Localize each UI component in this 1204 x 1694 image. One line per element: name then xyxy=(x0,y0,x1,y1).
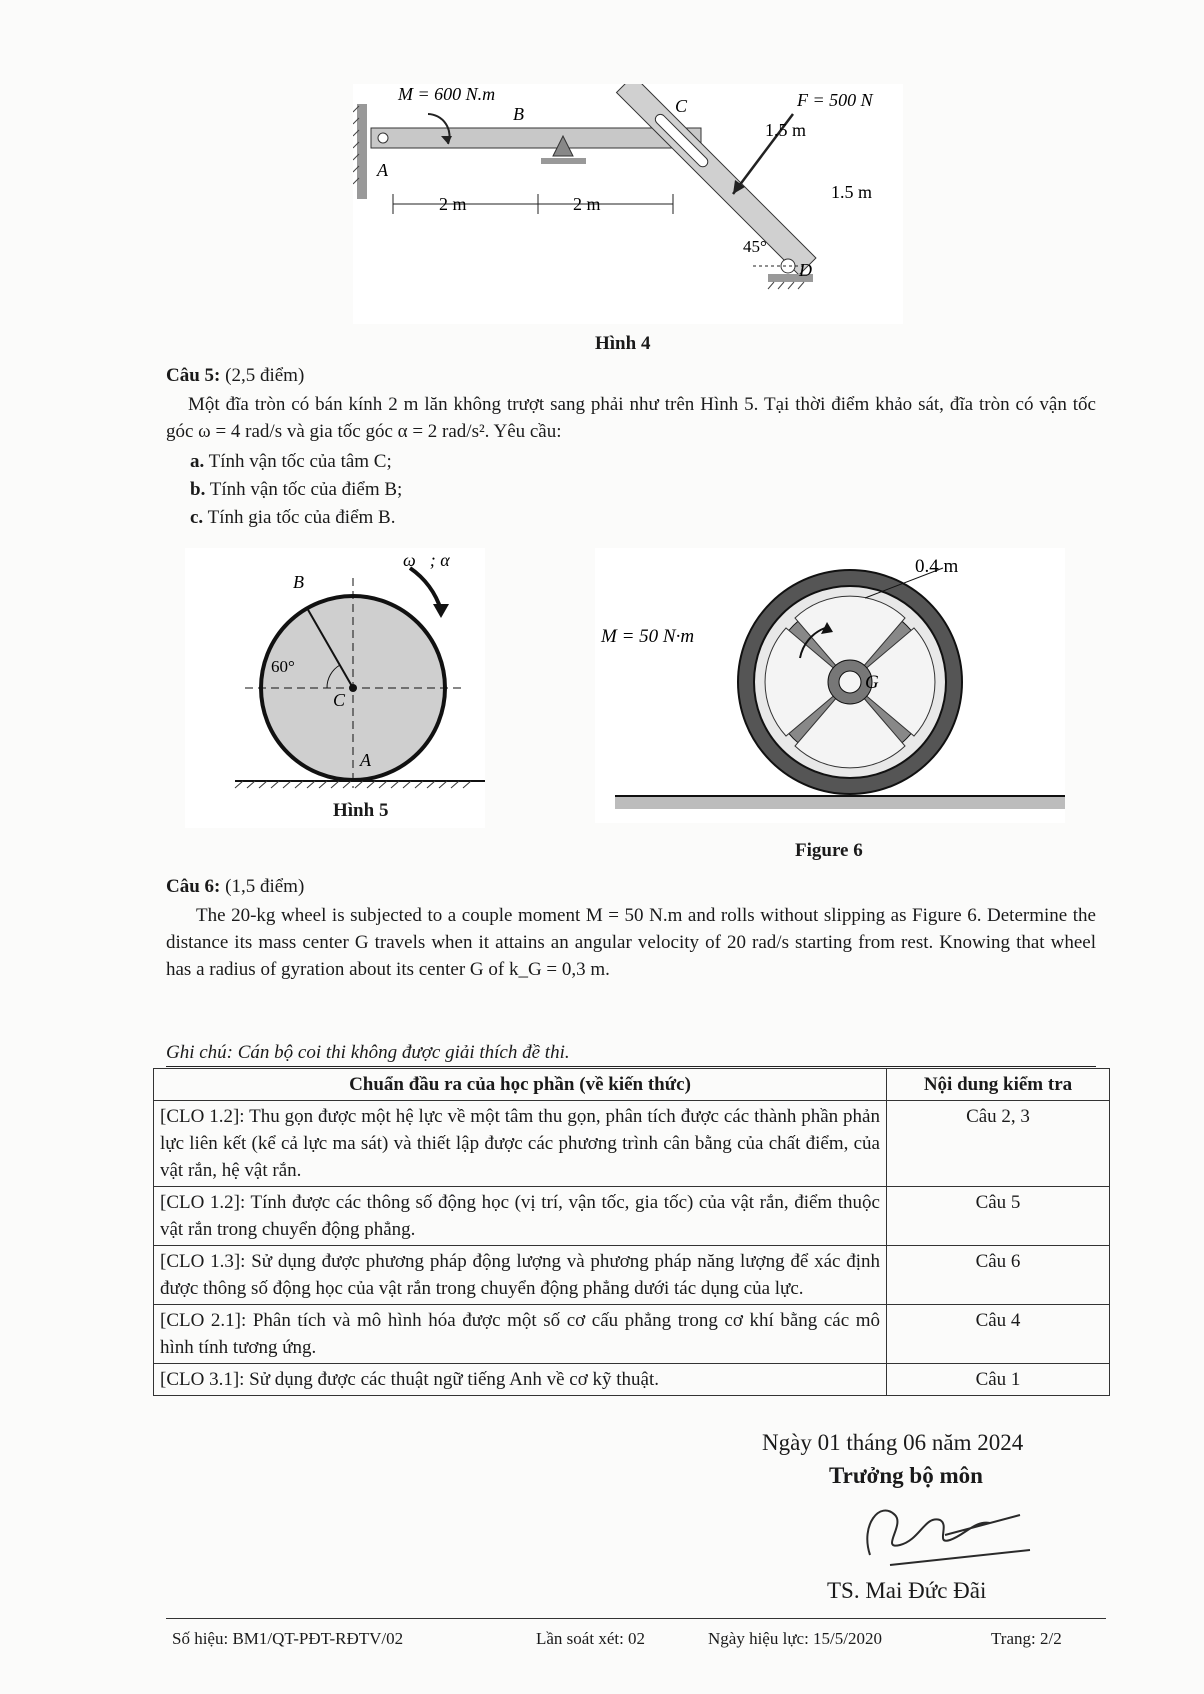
q6-heading xyxy=(166,876,304,898)
footer-code: Số hiệu: BM1/QT-PĐT-RĐTV/02 xyxy=(172,1629,404,1648)
table-cell-outcome: [CLO 1.2]: Thu gọn được một hệ lực về một tâm thu gọn, phân tích được các thành phần phản lực liên kết (kể cả lực ma sát) và thiết lập được các phương trình cân bằng của chất điểm, của vật rắn, hệ vật rắn. xyxy=(154,1101,887,1187)
q6-points: (1,5 điểm) xyxy=(225,876,305,897)
footer-effective: Ngày hiệu lực: 15/5/2020 xyxy=(708,1629,882,1648)
q5-heading xyxy=(166,365,304,387)
clo-table-header xyxy=(154,1069,1110,1101)
beam-ab xyxy=(371,128,701,148)
q5-item-c: c. Tính gia tốc của điểm B. xyxy=(190,507,396,528)
figure-6-caption: Figure 6 xyxy=(795,840,863,861)
document-footer xyxy=(166,1618,1106,1648)
figure-5-caption: Hình 5 xyxy=(333,800,389,821)
footer-revision: Lần soát xét: 02 xyxy=(536,1629,646,1648)
label-A: A xyxy=(377,160,388,180)
label-d2: 2 m xyxy=(573,194,601,214)
table-row xyxy=(154,1305,1110,1364)
label-M: M = 600 N.m xyxy=(398,84,496,104)
label-r: 0.4 m xyxy=(915,556,959,577)
label-F: F = 500 N xyxy=(797,90,873,110)
label-M: M = 50 N·m xyxy=(601,626,695,647)
q6-title: Câu 6: xyxy=(166,876,221,897)
pin-a xyxy=(378,133,388,143)
table-cell-content: Câu 1 xyxy=(887,1364,1110,1396)
signature-role: Trưởng bộ môn xyxy=(829,1463,983,1488)
footer-page: Trang: 2/2 xyxy=(991,1629,1062,1648)
table-row xyxy=(154,1101,1110,1187)
label-l1: 1.5 m xyxy=(765,120,807,140)
label-C: C xyxy=(675,96,688,116)
q5-title: Câu 5: xyxy=(166,365,221,386)
table-cell-content: Câu 6 xyxy=(887,1246,1110,1305)
table-cell-outcome: [CLO 1.2]: Tính được các thông số động học (vị trí, vận tốc, gia tốc) của vật rắn, điểm thuộc vật rắn trong chuyển động phẳng. xyxy=(154,1187,887,1246)
table-cell-content: Câu 4 xyxy=(887,1305,1110,1364)
clo-table xyxy=(153,1068,1110,1396)
label-B: B xyxy=(293,572,304,592)
ground-b xyxy=(541,158,586,164)
table-row xyxy=(154,1364,1110,1396)
table-cell-outcome: [CLO 2.1]: Phân tích và mô hình hóa được một số cơ cấu phẳng trong cơ khí bằng các mô hình tính tương ứng. xyxy=(154,1305,887,1364)
figure-6 xyxy=(595,548,1065,823)
figure-5 xyxy=(185,548,485,828)
table-cell-content: Câu 2, 3 xyxy=(887,1101,1110,1187)
signature-date: Ngày 01 tháng 06 năm 2024 xyxy=(762,1430,1024,1455)
label-B: B xyxy=(513,104,524,124)
table-cell-outcome: [CLO 1.3]: Sử dụng được phương pháp động lượng và phương pháp năng lượng để xác định được thông số động học của vật rắn trong chuyển động phẳng dưới tác dụng của lực. xyxy=(154,1246,887,1305)
table-cell-content: Câu 5 xyxy=(887,1187,1110,1246)
figure-5-drawing xyxy=(185,548,485,828)
q6-body: The 20-kg wheel is subjected to a couple moment M = 50 N.m and rolls without slipping as Figure 6. Determine the distance its mass center G travels when it attains an angular velocity of 20 rad/s starting from rest. Knowing that wheel has a radius of gyration about its center G of k_G = 0,3 m. xyxy=(166,905,1096,980)
label-l2: 1.5 m xyxy=(831,182,873,202)
label-d1: 2 m xyxy=(439,194,467,214)
figure-4-caption: Hình 4 xyxy=(595,333,651,354)
q5-item-a: a. Tính vận tốc của tâm C; xyxy=(190,451,392,472)
label-angle: 60° xyxy=(271,657,295,676)
bar-cd xyxy=(617,84,816,275)
q5-item-b: b. Tính vận tốc của điểm B; xyxy=(190,479,403,500)
exam-note: Ghi chú: Cán bộ coi thi không được giải thích đề thi. xyxy=(166,1042,1096,1067)
figure-4 xyxy=(353,84,903,324)
table-row xyxy=(154,1246,1110,1305)
handwritten-signature xyxy=(850,1495,1040,1575)
table-row xyxy=(154,1187,1110,1246)
table-cell-outcome: [CLO 3.1]: Sử dụng được các thuật ngữ tiếng Anh về cơ kỹ thuật. xyxy=(154,1364,887,1396)
q5-points: (2,5 điểm) xyxy=(225,365,305,386)
label-D: D xyxy=(799,260,812,280)
header-outcome: Chuẩn đầu ra của học phần (về kiến thức) xyxy=(154,1069,887,1101)
label-omega-alpha: ω⃗; α⃗ xyxy=(403,550,464,570)
figure-6-drawing xyxy=(595,548,1065,823)
label-angle: 45° xyxy=(743,237,767,256)
label-C: C xyxy=(333,690,346,710)
figure-4-drawing xyxy=(353,84,903,324)
header-content: Nội dung kiểm tra xyxy=(887,1069,1110,1101)
omega-arrow xyxy=(410,568,441,610)
label-A: A xyxy=(360,750,371,770)
label-G: G xyxy=(865,672,879,693)
q5-body: Một đĩa tròn có bán kính 2 m lăn không trượt sang phải như trên Hình 5. Tại thời điểm khảo sát, đĩa tròn có vận tốc góc ω = 4 rad/s và gia tốc góc α = 2 rad/s². Yêu cầu: xyxy=(166,394,1096,442)
signature-name: TS. Mai Đức Đãi xyxy=(827,1578,987,1603)
